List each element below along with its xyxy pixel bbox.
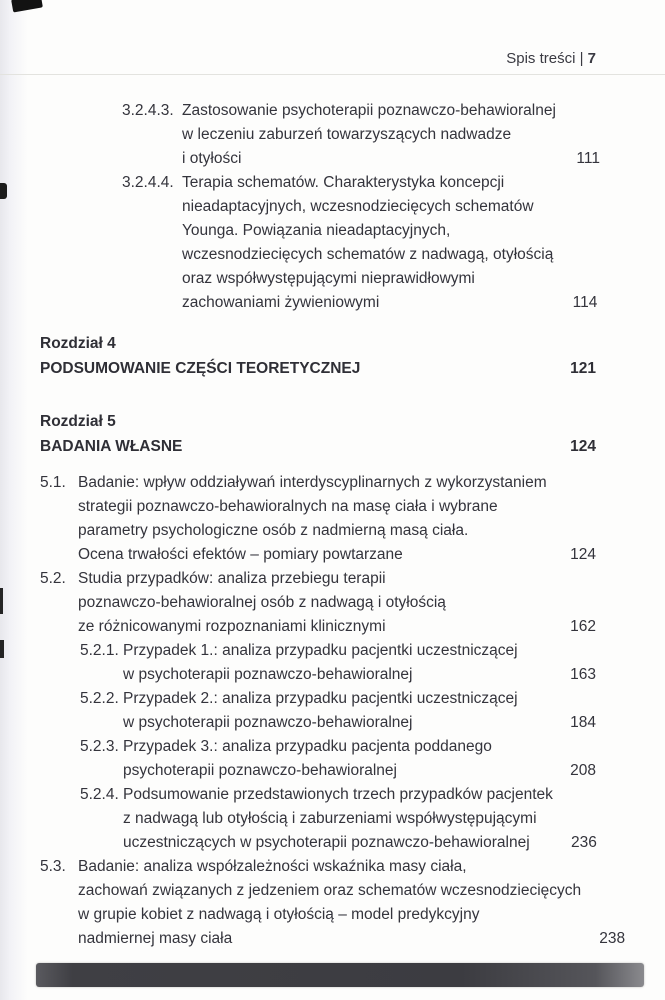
toc-entry-line: w psychoterapii poznawczo-behawioralnej xyxy=(123,714,413,731)
toc-entry xyxy=(40,783,596,855)
running-header xyxy=(40,0,596,67)
toc-entry-line: parametry psychologiczne osób z nadmierną masą ciała. xyxy=(78,522,469,539)
toc-entry-body xyxy=(80,687,552,735)
toc-entry-body xyxy=(40,567,552,639)
chapter-title: PODSUMOWANIE CZĘŚCI TEORETYCZNEJ xyxy=(40,360,361,377)
toc-entry-line: uczestniczących w psychoterapii poznawczo-behawioralnej xyxy=(123,834,530,851)
toc-page-number: 162 xyxy=(570,618,596,635)
toc-entry-body xyxy=(80,639,552,687)
toc-entry-text: Zastosowanie psychoterapii poznawczo-behawioralnej xyxy=(182,102,556,119)
toc-page-number: 238 xyxy=(599,930,626,947)
toc-entry-line: w grupie kobiet z nadwagą i otyłością – model predykcyjny xyxy=(78,906,480,923)
toc-entry-line: w psychoterapii poznawczo-behawioralnej xyxy=(123,666,413,683)
toc-entry-line: wczesnodziecięcych schematów z nadwagą, otyłością xyxy=(182,246,554,263)
toc-entry xyxy=(40,855,626,951)
toc-page-number: 236 xyxy=(571,834,597,851)
toc-entry-line xyxy=(40,567,552,591)
toc-entry-line: z nadwagą lub otyłością i zaburzeniami współwystępującymi xyxy=(123,810,537,827)
running-header-title: Spis treści xyxy=(506,50,576,67)
toc-entry-line: Ocena trwałości efektów – pomiary powtarzane xyxy=(78,546,403,563)
toc-entry-text: Badanie: analiza współzależności wskaźnika masy ciała, xyxy=(78,858,467,875)
toc-entry-line xyxy=(80,687,552,711)
toc-page-number: 111 xyxy=(576,150,600,167)
toc-page-number: 163 xyxy=(570,666,596,683)
scan-artifact-bottom-bar xyxy=(36,963,644,987)
toc-entry-line xyxy=(122,99,556,123)
toc-page-number: 114 xyxy=(572,294,598,311)
toc-entry-text: Przypadek 2.: analiza przypadku pacjentki uczestniczącej xyxy=(123,690,518,707)
chapter-label: Rozdział 5 xyxy=(40,413,116,430)
toc-entry-line: oraz współwystępującymi nieprawidłowymi xyxy=(182,270,475,287)
toc-entry-body xyxy=(122,171,553,315)
toc-entry-line: psychoterapii poznawczo-behawioralnej xyxy=(123,762,397,779)
toc-entry xyxy=(40,639,596,687)
toc-entry-body xyxy=(122,99,556,171)
toc-entry-text: Terapia schematów. Charakterystyka koncepcji xyxy=(182,174,505,191)
running-header-separator: | xyxy=(579,50,584,67)
chapter-heading xyxy=(40,331,596,381)
toc-entry-number: 5.2. xyxy=(40,570,66,587)
toc-page-number: 121 xyxy=(570,360,596,377)
table-of-contents xyxy=(40,99,626,951)
toc-page-number: 124 xyxy=(570,546,596,563)
toc-page-number: 124 xyxy=(570,438,596,455)
toc-entry-number: 3.2.4.4. xyxy=(122,174,174,191)
toc-entry-line: zachowań związanych z jedzeniem oraz schematów wczesnodziecięcych xyxy=(78,882,582,899)
toc-entry-line xyxy=(80,783,553,807)
toc-entry-line xyxy=(40,855,581,879)
toc-entry xyxy=(40,171,596,315)
toc-entry-number: 3.2.4.3. xyxy=(122,102,174,119)
toc-entry-body xyxy=(80,735,552,783)
toc-entry-number: 5.2.1. xyxy=(80,642,119,659)
toc-entry-number: 5.2.2. xyxy=(80,690,119,707)
toc-entry-line xyxy=(80,735,552,759)
toc-entry-line: nieadaptacyjnych, wczesnodziecięcych schematów xyxy=(182,198,534,215)
toc-entry-line: strategii poznawczo-behawioralnych na masę ciała i wybrane xyxy=(78,498,498,515)
toc-entry-text: Badanie: wpływ oddziaływań interdyscyplinarnych z wykorzystaniem xyxy=(78,474,547,491)
toc-entry-line: ze różnicowanymi rozpoznaniami klinicznymi xyxy=(78,618,386,635)
toc-page-number: 208 xyxy=(570,762,596,779)
chapter-heading xyxy=(40,409,596,459)
toc-entry-body xyxy=(40,855,581,951)
toc-entry xyxy=(40,99,600,171)
toc-entry-text: Przypadek 3.: analiza przypadku pacjenta poddanego xyxy=(123,738,492,755)
toc-entry-line: nadmiernej masy ciała xyxy=(78,930,233,947)
chapter-title: BADANIA WŁASNE xyxy=(40,438,183,455)
toc-entry-line: i otyłości xyxy=(182,150,242,167)
toc-entry xyxy=(40,471,596,567)
toc-entry-text: Przypadek 1.: analiza przypadku pacjentki uczestniczącej xyxy=(123,642,518,659)
toc-page-number: 184 xyxy=(570,714,596,731)
toc-entry-line xyxy=(80,639,552,663)
toc-entry-line: poznawczo-behawioralnej osób z nadwagą i otyłością xyxy=(78,594,446,611)
toc-entry xyxy=(40,687,596,735)
toc-entry-line: zachowaniami żywieniowymi xyxy=(182,294,380,311)
toc-entry-body xyxy=(80,783,553,855)
chapter-label: Rozdział 4 xyxy=(40,335,116,352)
running-header-page-number: 7 xyxy=(587,50,596,67)
toc-entry-text: Podsumowanie przedstawionych trzech przypadków pacjentek xyxy=(123,786,553,803)
toc-entry-number: 5.3. xyxy=(40,858,66,875)
toc-entry-line: w leczeniu zaburzeń towarzyszących nadwadze xyxy=(182,126,512,143)
toc-entry-body xyxy=(40,471,552,567)
toc-entry-number: 5.1. xyxy=(40,474,66,491)
toc-entry-number: 5.2.4. xyxy=(80,786,119,803)
toc-entry-line xyxy=(40,471,552,495)
toc-entry xyxy=(40,735,596,783)
toc-entry-line: Younga. Powiązania nieadaptacyjnych, xyxy=(182,222,451,239)
toc-entry-number: 5.2.3. xyxy=(80,738,119,755)
toc-entry xyxy=(40,567,596,639)
toc-entry-text: Studia przypadków: analiza przebiegu terapii xyxy=(78,570,386,587)
toc-entry-line xyxy=(122,171,553,195)
